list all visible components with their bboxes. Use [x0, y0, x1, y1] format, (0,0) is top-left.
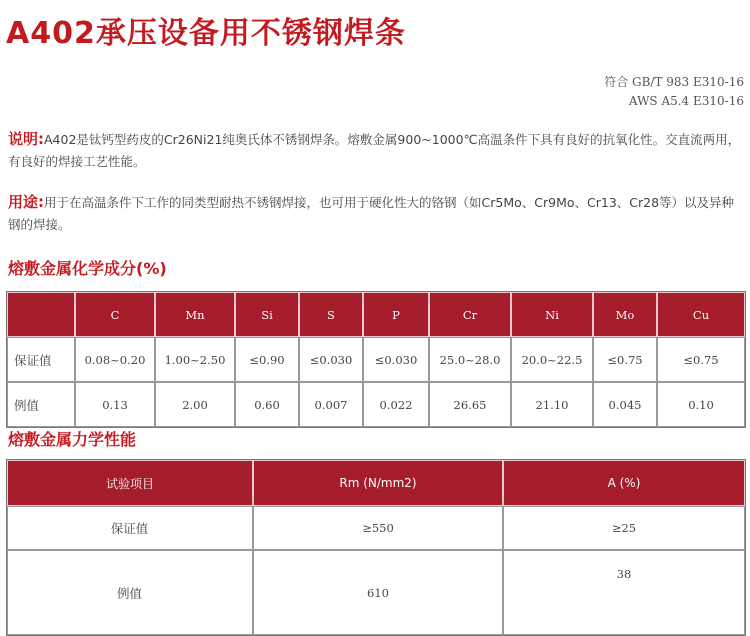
table-cell: 38 — [503, 550, 745, 635]
standard-aws: AWS A5.4 E310-16 — [628, 94, 744, 108]
table-cell: ≤0.90 — [235, 337, 299, 382]
chem-header-cell: Mn — [155, 292, 235, 337]
table-cell: 0.60 — [235, 382, 299, 427]
table-cell: 610 — [253, 550, 503, 635]
mech-heading: 熔敷金属力学性能 — [8, 430, 137, 449]
table-cell: 0.007 — [299, 382, 363, 427]
table-row — [7, 550, 745, 635]
table-cell: 0.10 — [657, 382, 745, 427]
usage-text: 用于在高温条件下工作的同类型耐热不锈钢焊接，也可用于硬化性大的铬钢（如Cr5Mo、Cr9Mo、Cr13、Cr28等）以及异种钢的焊接。 — [8, 195, 735, 232]
table-cell: 21.10 — [511, 382, 593, 427]
chem-header-cell: Cu — [657, 292, 745, 337]
table-cell: 0.08~0.20 — [75, 337, 155, 382]
usage-paragraph — [8, 191, 742, 236]
usage-label: 用途: — [8, 193, 44, 211]
mech-header-cell: A (%) — [503, 460, 745, 506]
mech-header-cell: 试验项目 — [7, 460, 253, 506]
chem-header-cell: Ni — [511, 292, 593, 337]
table-row — [7, 382, 745, 427]
table-cell: 0.13 — [75, 382, 155, 427]
chem-table — [6, 291, 746, 428]
chem-header-cell: Mo — [593, 292, 657, 337]
chem-header-row — [7, 292, 745, 337]
table-cell: 例值 — [7, 382, 75, 427]
table-cell: 0.045 — [593, 382, 657, 427]
table-cell: 26.65 — [429, 382, 511, 427]
table-cell: 1.00~2.50 — [155, 337, 235, 382]
mech-table — [6, 459, 746, 636]
table-cell: ≤0.030 — [299, 337, 363, 382]
table-cell: 例值 — [7, 550, 253, 635]
table-cell: 25.0~28.0 — [429, 337, 511, 382]
table-cell: ≤0.030 — [363, 337, 429, 382]
table-cell: 保证值 — [7, 337, 75, 382]
chem-header-cell: Si — [235, 292, 299, 337]
chem-header-cell — [7, 292, 75, 337]
chem-header-cell: P — [363, 292, 429, 337]
table-cell: ≥25 — [503, 506, 745, 550]
table-cell: 保证值 — [7, 506, 253, 550]
page-title: A402承压设备用不锈钢焊条 — [6, 16, 406, 51]
chem-header-cell: Cr — [429, 292, 511, 337]
description-text: A402是钛钙型药皮的Cr26Ni21纯奥氏体不锈钢焊条。熔敷金属900~1000℃高温条件下具有良好的抗氧化性。交直流两用，有良好的焊接工艺性能。 — [8, 132, 741, 169]
table-row — [7, 506, 745, 550]
table-cell: 2.00 — [155, 382, 235, 427]
table-cell: 0.022 — [363, 382, 429, 427]
chem-header-cell: C — [75, 292, 155, 337]
description-paragraph — [8, 128, 742, 173]
chem-heading: 熔敷金属化学成分(%) — [8, 259, 167, 278]
chem-header-cell: S — [299, 292, 363, 337]
table-cell: ≤0.75 — [593, 337, 657, 382]
table-cell: ≤0.75 — [657, 337, 745, 382]
table-cell: 20.0~22.5 — [511, 337, 593, 382]
mech-header-cell: Rm (N/mm2) — [253, 460, 503, 506]
mech-header-row — [7, 460, 745, 506]
description-label: 说明: — [8, 130, 44, 148]
table-cell: ≥550 — [253, 506, 503, 550]
table-row — [7, 337, 745, 382]
standard-gb: 符合 GB/T 983 E310-16 — [604, 75, 744, 89]
